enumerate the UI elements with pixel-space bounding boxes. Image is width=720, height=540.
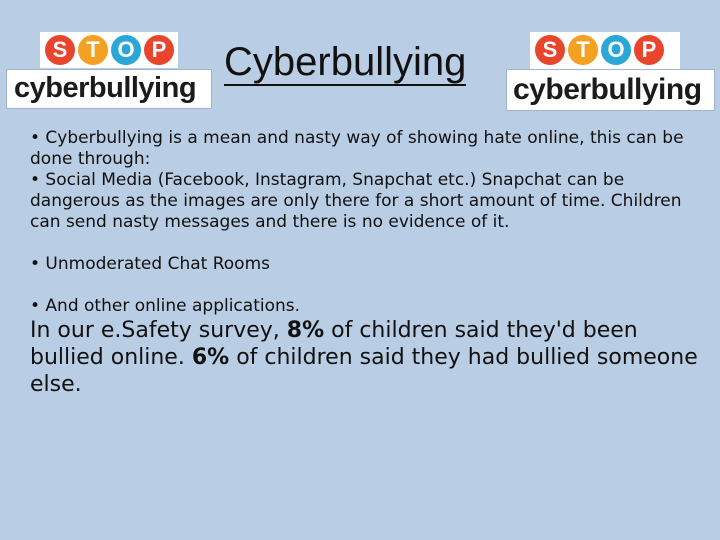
slide-body (30, 128, 700, 398)
survey-text-3: of children said they had bullied someone else. (30, 345, 698, 397)
stop-letter-o: O (111, 35, 141, 65)
bullet-definition: • Cyberbullying is a mean and nasty way of showing hate online, this can be done through: (30, 128, 684, 169)
stop-letter-o: O (601, 35, 631, 65)
stop-logo-right (530, 32, 680, 70)
page-title: Cyberbullying (224, 40, 467, 84)
logo-word-left: cyberbullying (14, 72, 197, 104)
cyberbullying-logo-left (7, 70, 211, 108)
survey-stat-bullies: 6% (191, 345, 230, 370)
survey-text-1: In our e.Safety survey, (30, 318, 287, 343)
cyberbullying-logo-right (507, 70, 714, 110)
survey-text-2: of children said they'd been bullied online. (30, 318, 638, 370)
stop-letter-s: S (45, 35, 75, 65)
stop-letter-p: P (144, 35, 174, 65)
stop-letter-t: T (568, 35, 598, 65)
bullet-other-apps: • And other online applications. (30, 296, 301, 316)
stop-letter-p: P (634, 35, 664, 65)
bullet-chat-rooms: • Unmoderated Chat Rooms (30, 254, 270, 274)
stop-letter-s: S (535, 35, 565, 65)
stop-logo-left (40, 32, 178, 68)
logo-word-right: cyberbullying (513, 73, 702, 106)
survey-stat-bullied: 8% (286, 318, 325, 343)
bullet-social-media: • Social Media (Facebook, Instagram, Snapchat etc.) Snapchat can be dangerous as the images are only there for a short amount of time. Children can send nasty messages and there is no evidence of it. (30, 170, 682, 232)
survey-paragraph (30, 317, 700, 398)
stop-letter-t: T (78, 35, 108, 65)
